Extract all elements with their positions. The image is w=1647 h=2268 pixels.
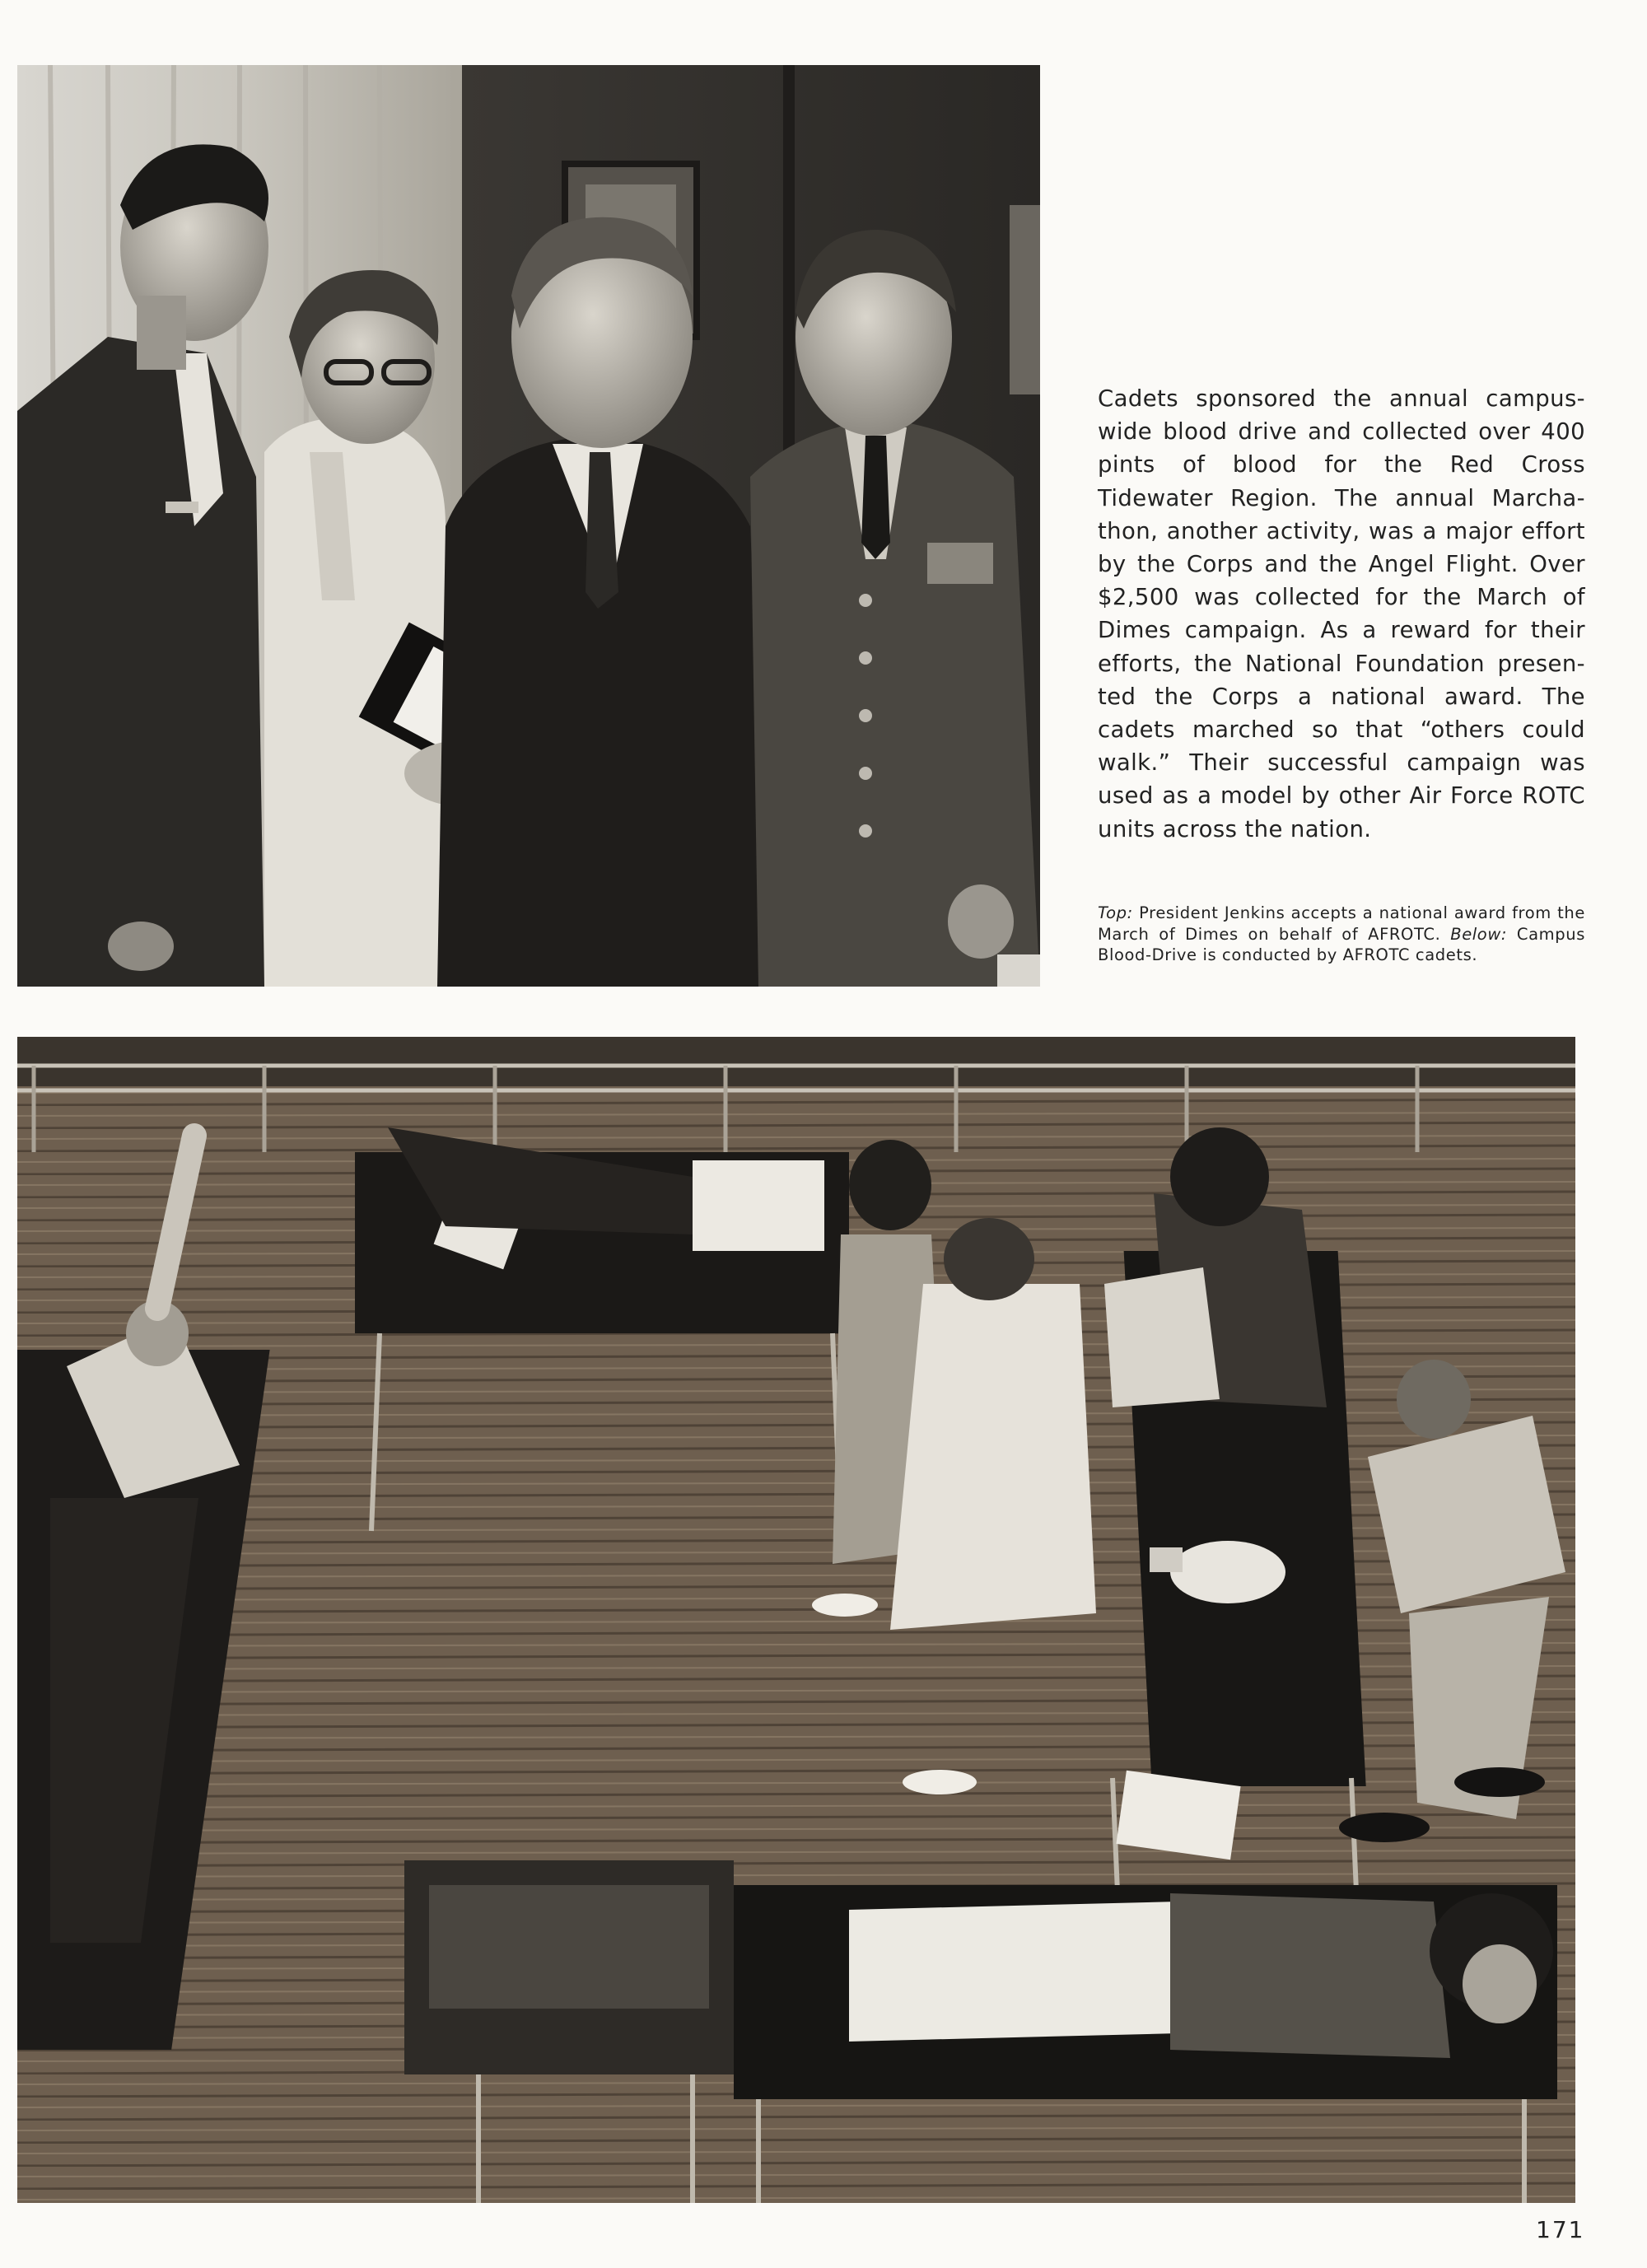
caption-top-label: Top: — [1098, 903, 1133, 922]
caption-top-text: President Jenkins accepts a national award from the March of Dimes on behalf of AFROTC. — [1098, 903, 1585, 944]
caption-below-label: Below: — [1450, 924, 1508, 944]
photo-caption — [1098, 903, 1585, 966]
page-number: 171 — [1536, 2216, 1585, 2243]
award-presentation-photo — [17, 65, 1040, 987]
caption-below-text: Campus Blood-Drive is conducted by AFROTC cadets. — [1098, 924, 1585, 964]
blood-drive-photo — [17, 1037, 1575, 2203]
article-body-text: Cadets sponsored the annual campus-wide blood drive and collected over 400 pints of blood for the Red Cross Tidewater Region. The annual Marcha-thon, another activity, was a major effort by the Corps and the Angel Flight. Over $2,500 was collected for the March of Dimes campaign. As a reward for their efforts, the National Foundation presen-ted the Corps a national award. The cadets marched so that “others could walk.” Their successful campaign was used as a model by other Air Force ROTC units across the nation. — [1098, 385, 1585, 842]
